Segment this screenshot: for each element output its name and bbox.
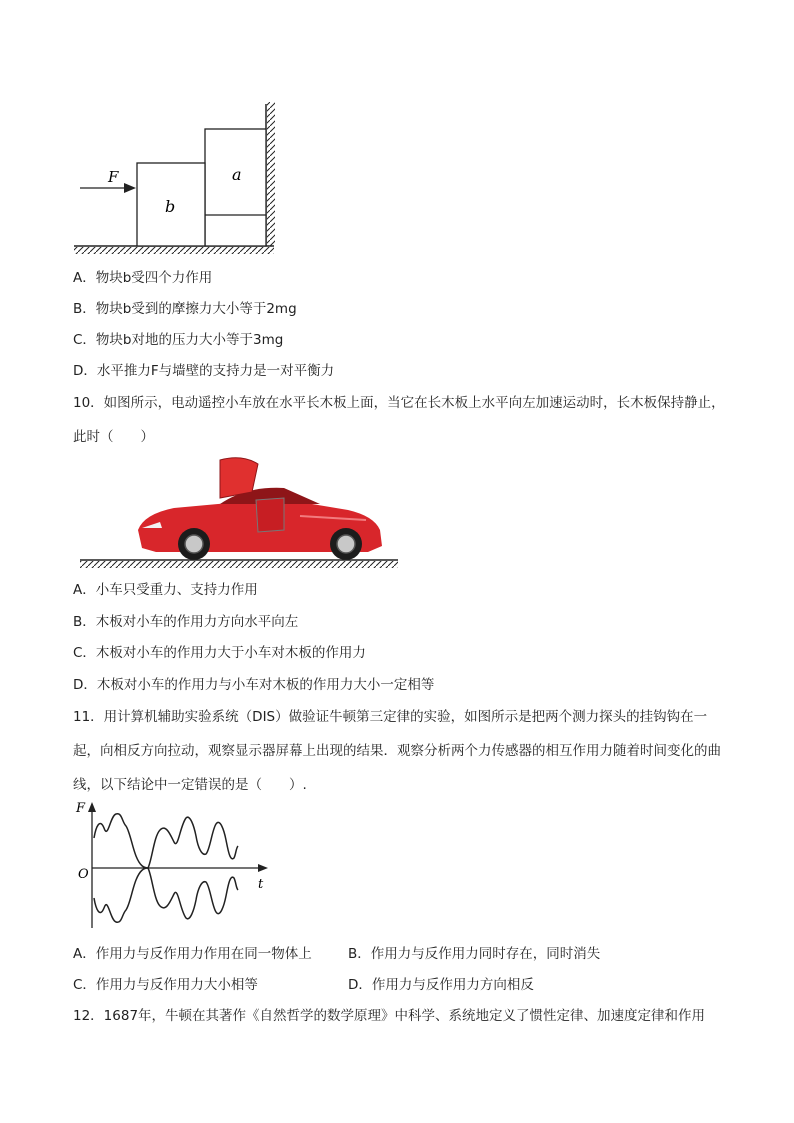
q11-option-b: B．作用力与反作用力同时存在，同时消失 xyxy=(348,946,601,962)
block-a-label: a xyxy=(232,165,242,184)
block-a xyxy=(205,129,266,246)
block-b-label: b xyxy=(165,197,176,216)
q9-option-a: A．物块b受四个力作用 xyxy=(73,270,213,286)
q11-option-a: A．作用力与反作用力作用在同一物体上 xyxy=(73,946,312,962)
car-gull-door xyxy=(220,458,258,498)
q10-option-d: D．木板对小车的作用力与小车对木板的作用力大小一定相等 xyxy=(73,677,435,693)
car-front-rim xyxy=(185,535,203,553)
q9-option-d: D．水平推力F与墙壁的支持力是一对平衡力 xyxy=(73,363,335,379)
x-axis-arrow xyxy=(258,864,268,872)
q11-force-time-graph xyxy=(70,796,280,936)
x-axis-label: t xyxy=(258,877,264,892)
q9-option-b: B．物块b受到的摩擦力大小等于2mg xyxy=(73,301,297,317)
force-curve-lower xyxy=(94,868,238,922)
car-rear-rim xyxy=(337,535,355,553)
q10-option-a: A．小车只受重力、支持力作用 xyxy=(73,582,258,598)
force-arrowhead xyxy=(124,183,136,193)
ground-hatch xyxy=(74,247,274,254)
y-axis-arrow xyxy=(88,802,96,812)
y-axis-label: F xyxy=(76,801,86,816)
q9-option-c: C．物块b对地的压力大小等于3mg xyxy=(73,332,284,348)
force-curve-upper xyxy=(94,814,238,868)
force-label: F xyxy=(108,168,119,186)
q11-option-c: C．作用力与反作用力大小相等 xyxy=(73,977,258,993)
q11-option-d: D．作用力与反作用力方向相反 xyxy=(348,977,534,993)
q11-stem: 11．用计算机辅助实验系统（DIS）做验证牛顿第三定律的实验，如图所示是把两个测力探头的挂钩钩在一起，向相反方向拉动，观察显示器屏幕上出现的结果．观察分析两个力传感器的相互作用力随着时间变化的曲线，以下结论中一定错误的是（ ）. xyxy=(73,709,721,793)
car-side-door xyxy=(256,498,284,532)
q12-stem: 12．1687年，牛顿在其著作《自然哲学的数学原理》中科学、系统地定义了惯性定律、加速度定律和作用 xyxy=(73,1008,706,1024)
origin-label: O xyxy=(78,867,89,882)
board-hatch xyxy=(80,561,398,568)
q10-toy-car-figure xyxy=(70,452,410,570)
q10-stem: 10．如图所示，电动遥控小车放在水平长木板上面，当它在长木板上水平向左加速运动时，长木板保持静止，此时（ ） xyxy=(73,395,725,445)
wall-hatch xyxy=(267,102,275,246)
q10-option-c: C．木板对小车的作用力大于小车对木板的作用力 xyxy=(73,645,366,661)
q10-option-b: B．木板对小车的作用力方向水平向左 xyxy=(73,614,299,630)
q9-block-wall-figure xyxy=(60,96,290,256)
